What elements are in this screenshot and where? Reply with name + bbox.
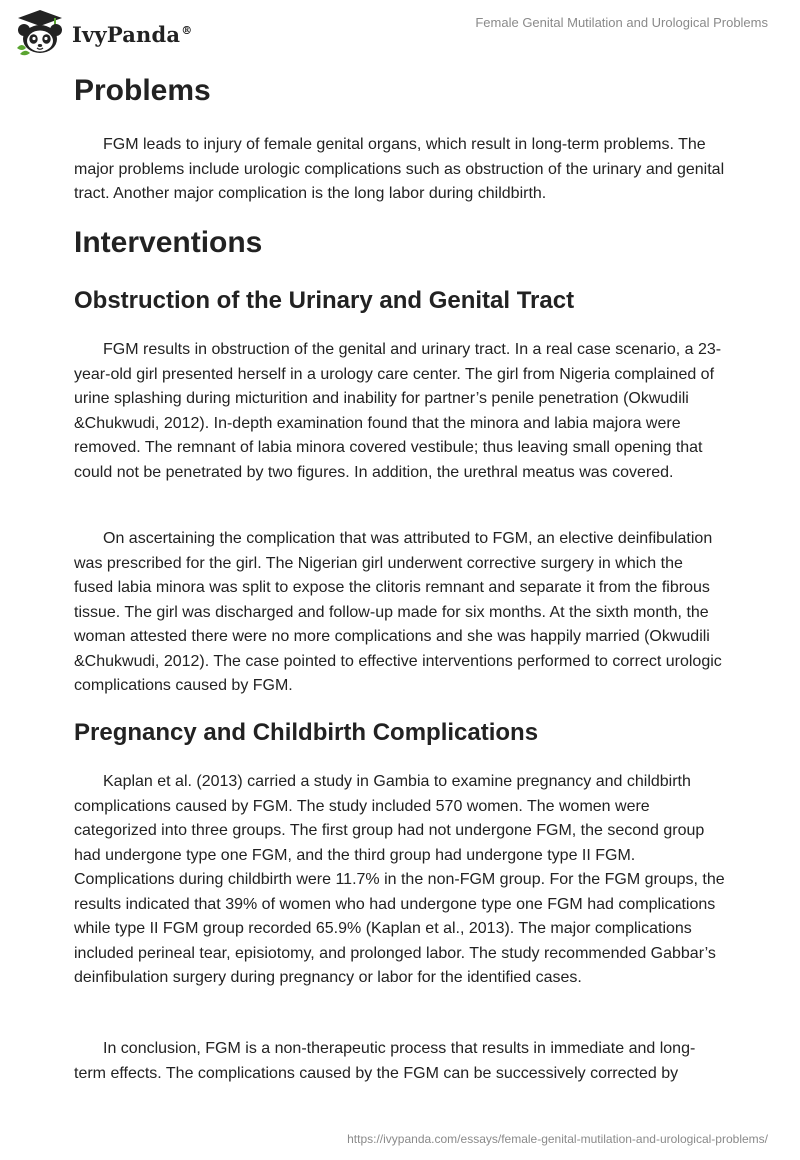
paragraph-problems: FGM leads to injury of female genital organs, which result in long-term problems. The major problems include urologic complications such as obstruction of the urinary and genital tract. Another major complication is the long labor during childbirth. xyxy=(74,136,725,202)
paragraph-pregnancy-study: Kaplan et al. (2013) carried a study in Gambia to examine pregnancy and childbirth complications caused by FGM. The study included 570 women. The women were categorized into three groups. The first group had not undergone FGM, the second group had undergone type one FGM, and the third group had undergone type II FGM. Complications during childbirth were 11.7% in the non-FGM group. For the FGM groups, the results indicated that 39% of women who had undergone type one FGM had complications while type II FGM group recorded 65.9% (Kaplan et al., 2013). The major complications included perineal tear, episiotomy, and prolonged labor. The study recommended Gabbar’s deinfibulation surgery during pregnancy or labor for the identified cases. xyxy=(74,773,725,986)
heading-problems: Problems xyxy=(74,74,211,107)
brand-logo[interactable] xyxy=(14,8,192,56)
paragraph-conclusion: In conclusion, FGM is a non-therapeutic process that results in immediate and long-term effects. The complications caused by the FGM can be successively corrected by xyxy=(74,1040,696,1082)
brand-name: IvyPanda® xyxy=(72,21,193,47)
registered-mark: ® xyxy=(181,23,193,37)
heading-interventions: Interventions xyxy=(74,226,263,259)
heading-obstruction: Obstruction of the Urinary and Genital Tract xyxy=(74,287,575,314)
panda-logo-icon xyxy=(14,8,66,56)
paragraph-obstruction-treatment: On ascertaining the complication that was attributed to FGM, an elective deinfibulation was prescribed for the girl. The Nigerian girl underwent corrective surgery in which the fused labia minora was split to expose the clitoris remnant and separate it from the fibrous tissue. The girl was discharged and follow-up made for six months. At the sixth month, the woman attested there were no more complications and she was happily married (Okwudili &Chukwudi, 2012). The case pointed to effective interventions performed to correct urologic complications caused by FGM. xyxy=(74,530,722,694)
document-title: Female Genital Mutilation and Urological Problems xyxy=(475,15,768,30)
source-url-link[interactable]: https://ivypanda.com/essays/female-genital-mutilation-and-urological-problems/ xyxy=(347,1132,768,1146)
heading-pregnancy: Pregnancy and Childbirth Complications xyxy=(74,719,539,746)
page-header xyxy=(0,0,800,60)
paragraph-obstruction-case: FGM results in obstruction of the genital and urinary tract. In a real case scenario, a 23-year-old girl presented herself in a urology care center. The girl from Nigeria complained of urine splashing during micturition and inability for partner’s penile penetration (Okwudili &Chukwudi, 2012). In-depth examination found that the minora and labia majora were removed. The remnant of labia minora covered vestibule; thus leaving small opening that could not be penetrated by two figures. In addition, the urethral meatus was covered. xyxy=(74,341,722,481)
